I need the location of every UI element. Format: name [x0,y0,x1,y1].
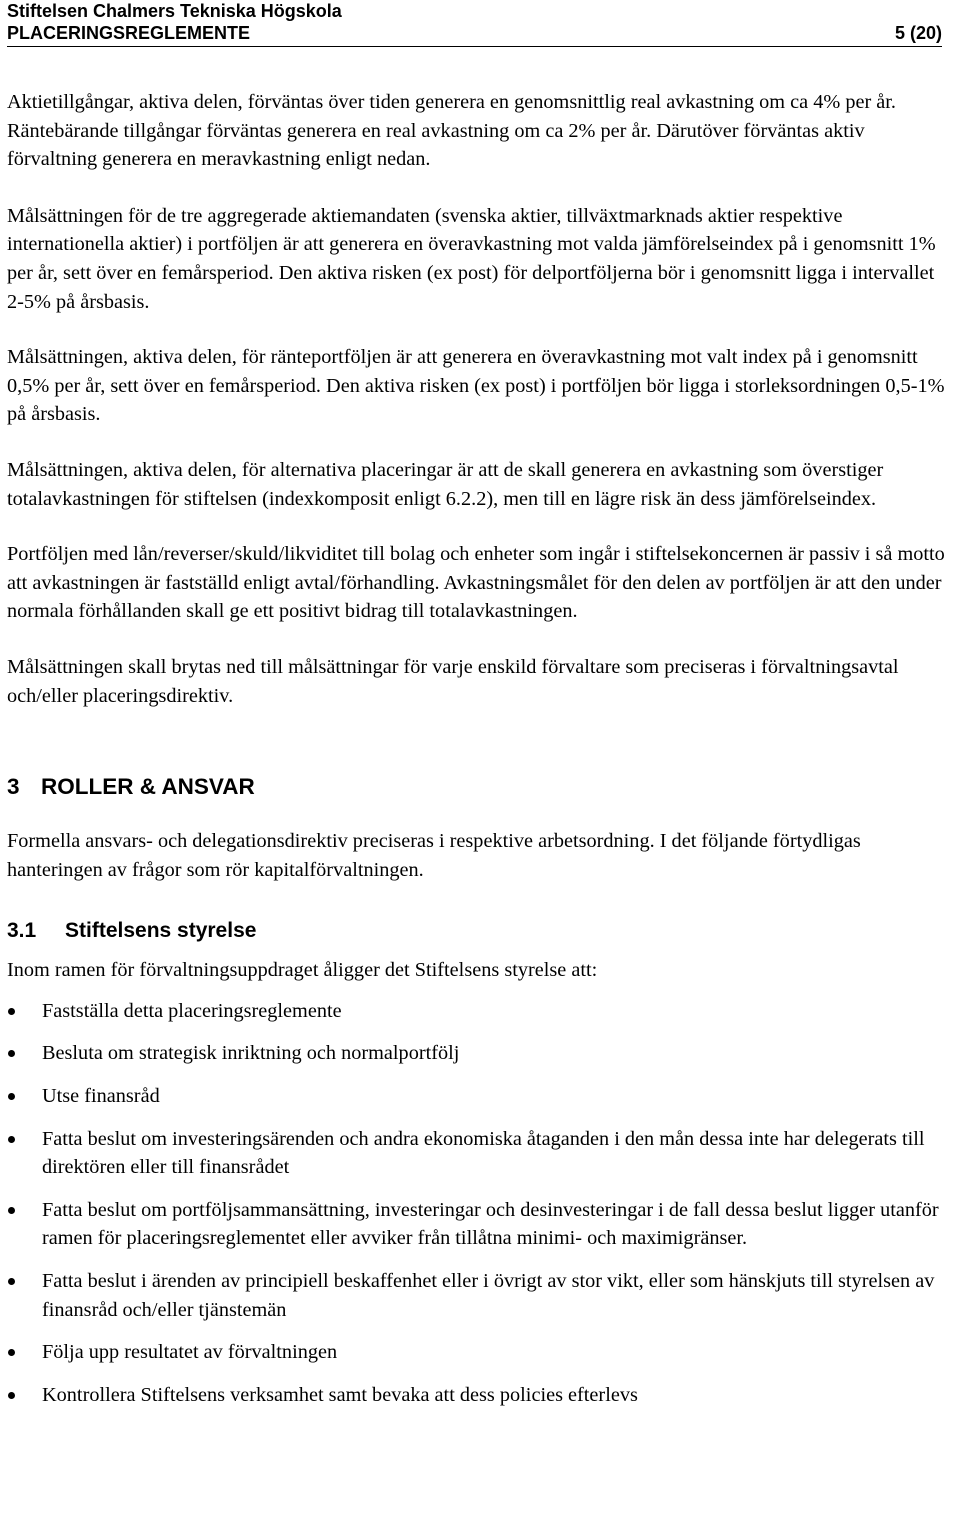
board-duties-list [7,997,956,1410]
paragraph-interest-target: Målsättningen, aktiva delen, för ränteportföljen är att generera en överavkastning mot valt index på i genomsnitt 0,5% per år, sett över en femårsperiod. Den aktiva risken (ex post) i portföljen bör ligga i storleksordningen 0,5-1% på årsbasis. [7,346,945,426]
paragraph-expected-returns: Aktietillgångar, aktiva delen, förväntas över tiden generera en genomsnittlig real avkastning om ca 4% per år. Räntebärande tillgångar förväntas generera en real avkastning om ca 2% per år. Därutöver förväntas aktiv förvaltning generera en meravkastning enligt nedan. [7,91,896,171]
paragraph-manager-targets: Målsättningen skall brytas ned till målsättningar för varje enskild förvaltare som preciseras i förvaltningsavtal och/eller placeringsdirektiv. [7,655,899,707]
list-item [7,1039,956,1068]
header-row [7,22,942,44]
header-org: Stiftelsen Chalmers Tekniska Högskola [7,1,342,21]
list-item [7,1338,956,1367]
header-divider [7,46,942,47]
header-page-number: 5 (20) [894,23,942,43]
section-3-title: ROLLER & ANSVAR [41,774,255,800]
list-item [7,1267,956,1324]
section-3-number: 3 [7,774,20,800]
section-3-heading [7,772,956,802]
section-3-1-number: 3.1 [7,919,37,943]
bullet-icon [8,1093,15,1100]
bullet-icon [8,1392,15,1399]
paragraph-alternative-target: Målsättningen, aktiva delen, för alternativa placeringar är att de skall generera en avkastning som överstiger totalavkastningen för stiftelsen (indexkomposit enligt 6.2.2), men till en lägre risk än dess jämförelseindex. [7,458,884,510]
section-3-1-title: Stiftelsens styrelse [65,919,257,943]
list-item [7,1196,956,1253]
list-item [7,1082,956,1111]
list-item-text: Kontrollera Stiftelsens verksamhet samt bevaka att dess policies efterlevs [42,1383,638,1406]
list-item-text: Fastställa detta placeringsreglemente [42,999,342,1022]
section-3-1-heading [7,916,956,946]
paragraph-loan-portfolio: Portföljen med lån/reverser/skuld/likviditet till bolag och enheter som ingår i stiftelsekoncernen är passiv i så motto att avkastningen är fastställd enligt avtal/förhandling. Avkastningsmålet för den delen av portföljen är att den under normala förhållanden skall ge ett positivt bidrag till totalavkastningen. [7,543,945,623]
list-item [7,997,956,1026]
list-item-text: Besluta om strategisk inriktning och normalportfölj [42,1042,460,1065]
bullet-icon [8,1050,15,1057]
bullet-icon [8,1008,15,1015]
list-item-text: Fatta beslut i ärenden av principiell beskaffenhet eller i övrigt av stor vikt, eller som hänskjuts till styrelsen av finansråd och/eller tjänstemän [42,1270,935,1321]
list-item-text: Fatta beslut om investeringsärenden och andra ekonomiska åtaganden i den mån dessa inte har delegerats till direktören eller till finansrådet [42,1127,925,1179]
list-item-text: Följa upp resultatet av förvaltningen [42,1341,338,1364]
list-item-text: Fatta beslut om portföljsammansättning, investeringar och desinvesteringar i de fall dessa beslut ligger utanför ramen för placeringsreglementet eller avviker från tillåtna minimi- och maximigränser. [42,1198,939,1250]
page-header [7,0,942,44]
list-item-text: Utse finansråd [42,1085,160,1108]
section-3-intro: Formella ansvars- och delegationsdirektiv preciseras i respektive arbetsordning. I det följande förtydligas hanteringen av frågor som rör kapitalförvaltningen. [7,830,861,881]
section-3-1-intro: Inom ramen för förvaltningsuppdraget åligger det Stiftelsens styrelse att: [7,959,598,982]
bullet-icon [8,1278,15,1285]
bullet-icon [8,1349,15,1356]
document-body [7,88,956,1423]
bullet-icon [8,1207,15,1214]
paragraph-equity-target: Målsättningen för de tre aggregerade aktiemandaten (svenska aktier, tillväxtmarknads aktier respektive internationella aktier) i portföljen är att generera en överavkastning mot valda jämförelseindex på i genomsnitt 1% per år, sett över en femårsperiod. Den aktiva risken (ex post) för delportföljerna bör i genomsnitt ligga i intervallet 2-5% på årsbasis. [7,204,936,313]
bullet-icon [8,1136,15,1143]
header-doc-title: PLACERINGSREGLEMENTE [7,23,251,43]
list-item [7,1381,956,1410]
list-item [7,1125,956,1182]
